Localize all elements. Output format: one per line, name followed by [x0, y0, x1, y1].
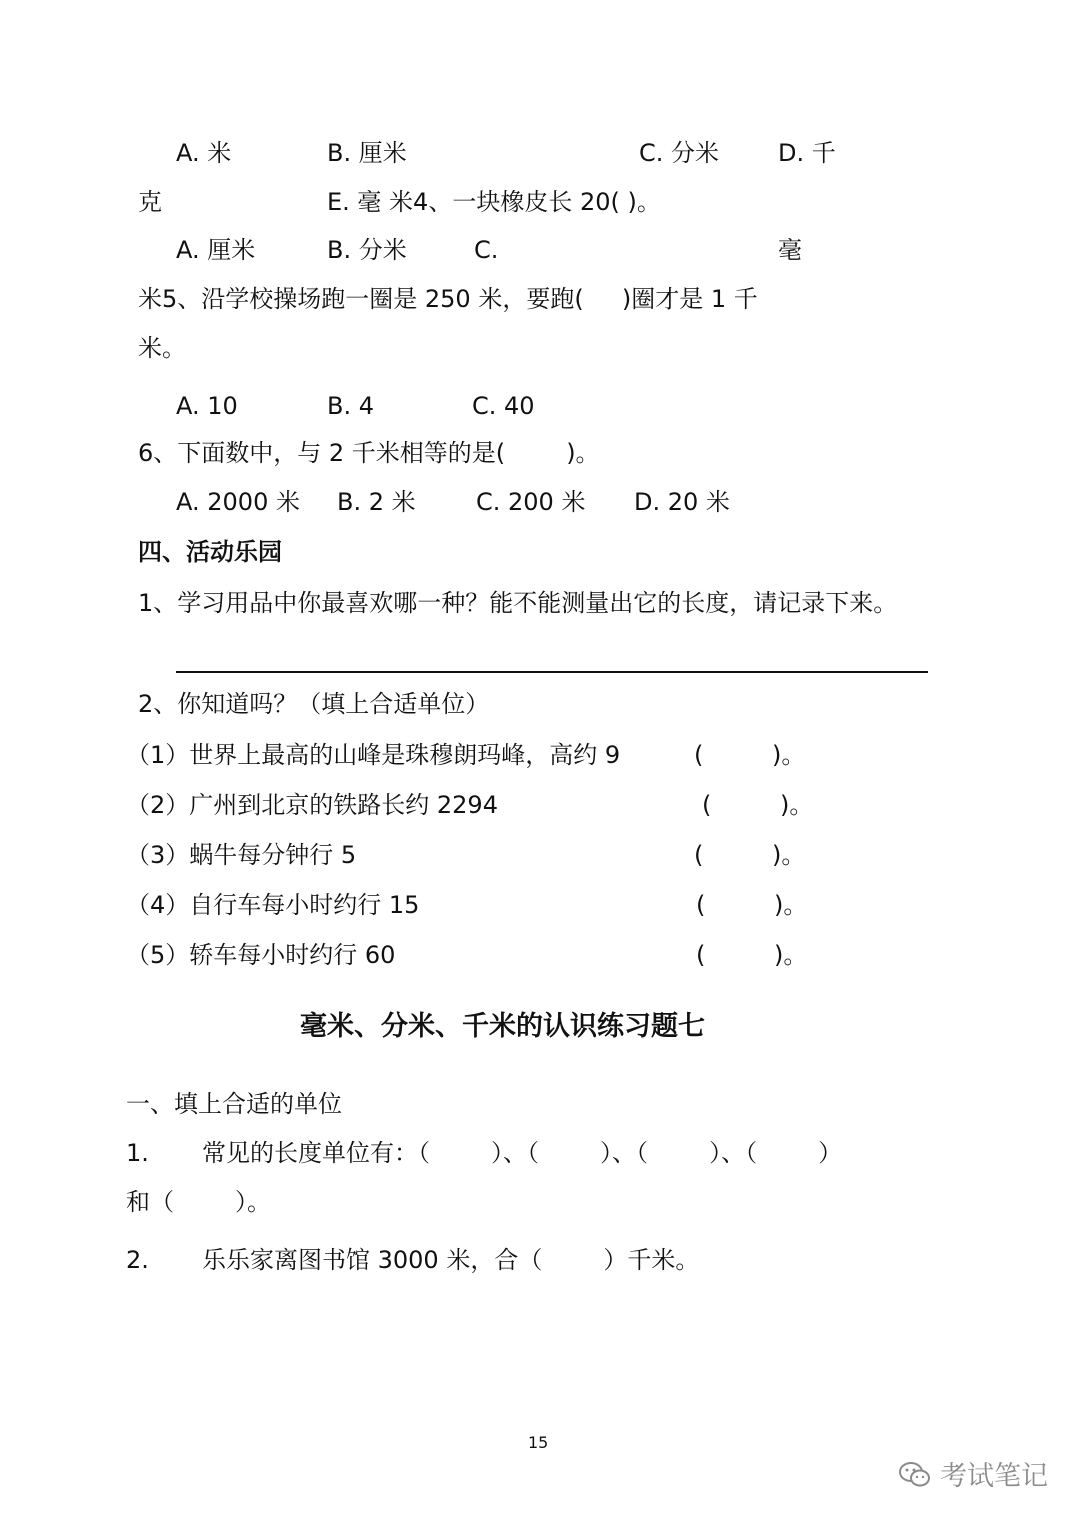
sub-question-1-blank: ( )。	[694, 741, 806, 769]
exercise-section1-heading: 一、填上合适的单位	[126, 1090, 342, 1118]
watermark-text: 考试笔记	[940, 1461, 1048, 1492]
q5-continued: 米。	[138, 334, 186, 362]
answer-line	[176, 671, 928, 673]
section4-item2: 2、你知道吗？（填上合适单位）	[138, 690, 490, 718]
q6-option-d: D. 20 米	[634, 488, 730, 516]
q3-option-b: B. 厘米	[327, 139, 407, 167]
exercise-q1-continued: 和（ ）。	[126, 1188, 272, 1216]
q3-option-a: A. 米	[176, 139, 232, 167]
q5-option-c: C. 40	[472, 392, 535, 420]
q5-option-a: A. 10	[176, 392, 238, 420]
sub-question-1: （1）世界上最高的山峰是珠穆朗玛峰，高约 9	[126, 741, 621, 769]
sub-question-5: （5）轿车每小时约行 60	[126, 941, 396, 969]
q6-option-b: B. 2 米	[337, 488, 416, 516]
exercise-title: 毫米、分米、千米的认识练习题七	[300, 1011, 705, 1042]
section4-heading: 四、活动乐园	[138, 538, 282, 566]
exercise-q1-number: 1.	[126, 1139, 149, 1167]
sub-question-2: （2）广州到北京的铁路长约 2294	[126, 791, 498, 819]
q5-option-b: B. 4	[327, 392, 374, 420]
page-number: 15	[528, 1433, 549, 1452]
sub-question-4: （4）自行车每小时约行 15	[126, 891, 420, 919]
q4-option-a: A. 厘米	[176, 236, 256, 264]
q4-continued-q5: 米5、沿学校操场跑一圈是 250 米，要跑( )圈才是 1 千	[138, 285, 758, 313]
sub-question-5-blank: ( )。	[696, 941, 808, 969]
q6-question: 6、下面数中，与 2 千米相等的是( )。	[138, 439, 600, 467]
q3-option-d: D. 千	[778, 139, 836, 167]
sub-question-4-blank: ( )。	[696, 891, 808, 919]
q4-option-c: C.	[474, 236, 499, 264]
q4-option-b: B. 分米	[327, 236, 407, 264]
exercise-q2-text: 乐乐家离图书馆 3000 米，合（ ）千米。	[202, 1246, 700, 1274]
exercise-q2-number: 2.	[126, 1246, 149, 1274]
wechat-icon	[898, 1460, 932, 1494]
section4-item1: 1、学习用品中你最喜欢哪一种？能不能测量出它的长度，请记录下来。	[138, 589, 898, 617]
exercise-q1-text: 常见的长度单位有：（ ）、（ ）、（ ）、（ ）	[202, 1139, 843, 1167]
sub-question-3: （3）蜗牛每分钟行 5	[126, 841, 357, 869]
sub-question-3-blank: ( )。	[694, 841, 806, 869]
q6-option-c: C. 200 米	[476, 488, 586, 516]
q3-option-e-and-q4: E. 毫 米4、一块橡皮长 20( )。	[327, 188, 661, 216]
sub-question-2-blank: ( )。	[702, 791, 814, 819]
q3-option-d-continued: 克	[138, 188, 162, 216]
watermark	[898, 1460, 1048, 1494]
q3-option-c: C. 分米	[639, 139, 720, 167]
q4-option-c-word: 毫	[778, 236, 802, 264]
q6-option-a: A. 2000 米	[176, 488, 300, 516]
